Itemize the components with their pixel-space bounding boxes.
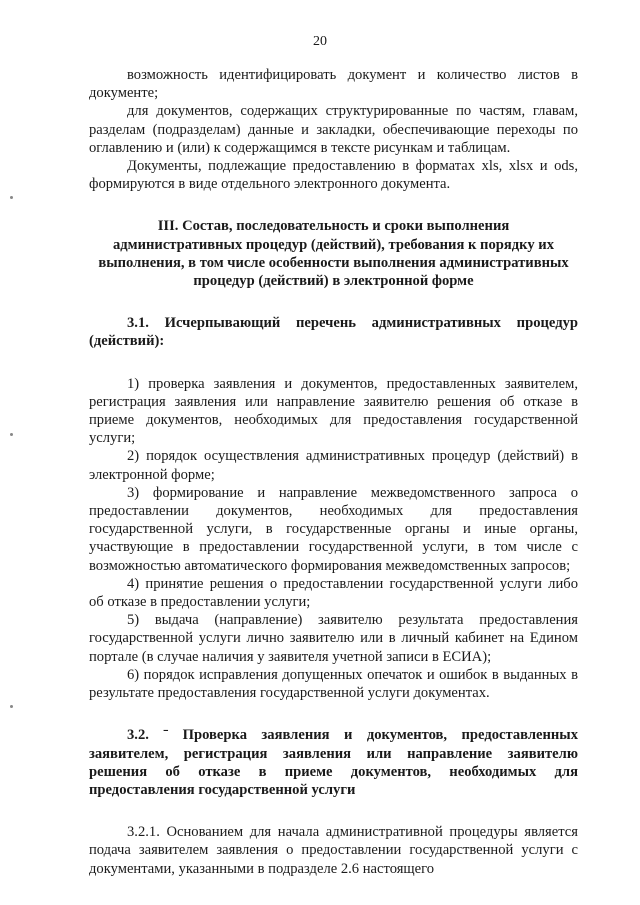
list-item: 3) формирование и направление межведомственного запроса о предоставлении документов, необходимых для предоставления государственной услуги, в государственные органы и иные органы, участвующие в предоставлении государственной услуги, в том числе с возможностью автоматического формирования межведомственных запросов; — [89, 484, 578, 574]
list-item: 6) порядок исправления допущенных опечаток и ошибок в выданных в результате предоставления государственной услуги документах. — [89, 666, 578, 702]
section-heading: III. Состав, последовательность и сроки выполнения административных процедур (действий), требования к порядку их выполнения, в том числе особенности выполнения административных процедур (действий) в электронной форме — [98, 218, 569, 290]
scan-mark — [10, 196, 13, 199]
list-item: 4) принятие решения о предоставлении государственной услуги либо об отказе в предоставлении услуги; — [89, 575, 578, 611]
paragraph: 3.2.1. Основанием для начала административной процедуры является подача заявителем заявления о предоставлении государственной услуги с документами, указанными в подразделе 2.6 настоящего — [89, 824, 578, 877]
subsection-heading: 3.2. ˉ Проверка заявления и документов, предоставленных заявителем, регистрация заявления или направление заявителю решения об отказе в приеме документов, необходимых для предоставления государственной услуги — [89, 727, 578, 798]
page-number: 20 — [313, 34, 327, 49]
paragraph: Документы, подлежащие предоставлению в форматах xls, xlsx и ods, формируются в виде отдельного электронного документа. — [89, 158, 578, 193]
scan-mark — [10, 433, 13, 436]
paragraph: возможность идентифицировать документ и количество листов в документе; — [89, 67, 578, 102]
list-item: 1) проверка заявления и документов, предоставленных заявителем, регистрация заявления или направление заявителю решения об отказе в приеме документов, необходимых для предоставления государственной услуги; — [89, 375, 578, 447]
document-body — [89, 66, 578, 878]
paragraph: для документов, содержащих структурированные по частям, главам, разделам (подразделам) данные и закладки, обеспечивающие переходы по оглавлению и (или) к содержащимся в тексте рисункам и таблицам. — [89, 103, 578, 156]
subsection-heading: 3.1. Исчерпывающий перечень административных процедур (действий): — [89, 315, 578, 350]
list-item: 5) выдача (направление) заявителю результата предоставления государственной услуги лично заявителю или в личный кабинет на Едином портале (в случае наличия у заявителя учетной записи в ЕСИА); — [89, 612, 578, 665]
scan-mark — [10, 705, 13, 708]
list-item: 2) порядок осуществления административных процедур (действий) в электронной форме; — [89, 448, 578, 483]
